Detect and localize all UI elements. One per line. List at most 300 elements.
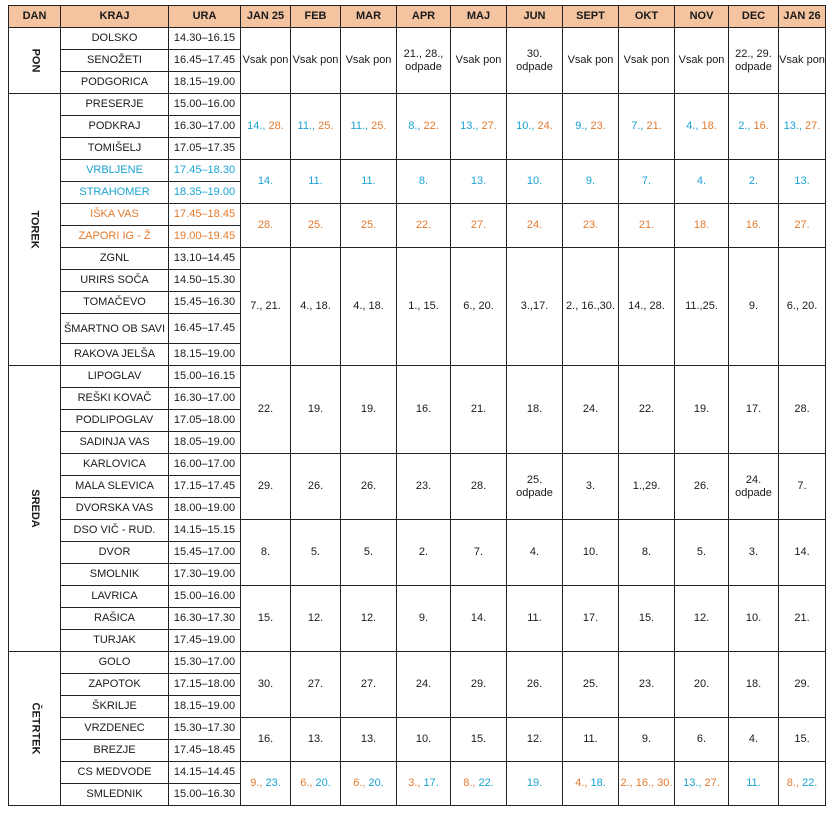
date-cell: [397, 454, 451, 520]
date-cell: [291, 248, 341, 366]
date-value: 7.: [641, 175, 652, 187]
date-value: Vsak pon: [678, 54, 725, 66]
date-value: 21., 28., odpade: [403, 47, 444, 73]
date-value: 15.: [638, 612, 655, 624]
time-cell: 15.45–16.30: [169, 292, 241, 314]
date-cell: [291, 94, 341, 160]
location-cell: SMLEDNIK: [61, 784, 169, 806]
date-cell: [729, 248, 779, 366]
date-cell: [241, 520, 291, 586]
date-value: 18.: [526, 403, 543, 415]
column-header: JAN 26: [779, 6, 826, 28]
date-cell: [397, 94, 451, 160]
date-cell: [241, 762, 291, 806]
date-value: Vsak pon: [455, 54, 502, 66]
date-value: 30. odpade: [516, 47, 553, 73]
date-cell: [451, 28, 507, 94]
date-cell: [563, 248, 619, 366]
day-label: TOREK: [29, 210, 41, 249]
column-header: DAN: [9, 6, 61, 28]
date-value: 27.: [307, 678, 324, 690]
location-cell: CS MEDVODE: [61, 762, 169, 784]
date-value: 9.,: [575, 120, 588, 132]
date-cell: [563, 652, 619, 718]
time-cell: 18.15–19.00: [169, 344, 241, 366]
date-cell: [507, 204, 563, 248]
date-cell: [779, 454, 826, 520]
date-cell: [451, 762, 507, 806]
time-cell: 17.45–18.45: [169, 204, 241, 226]
date-cell: [451, 204, 507, 248]
date-value: 18.: [698, 120, 717, 132]
date-value: 5.: [696, 546, 707, 558]
date-value: 20.: [312, 777, 331, 789]
date-cell: [397, 718, 451, 762]
date-value: 11.: [746, 777, 761, 789]
date-cell: [619, 28, 675, 94]
date-value: 11.: [308, 175, 323, 187]
table-row: [9, 762, 826, 784]
date-cell: [451, 94, 507, 160]
date-cell: [241, 204, 291, 248]
date-value: 11.,: [297, 120, 316, 132]
date-cell: [675, 366, 729, 454]
date-cell: [291, 586, 341, 652]
column-header: APR: [397, 6, 451, 28]
date-cell: [507, 718, 563, 762]
time-cell: 17.45–18.45: [169, 740, 241, 762]
date-value: 4.,: [575, 777, 588, 789]
time-cell: 17.15–18.00: [169, 674, 241, 696]
day-cell: [9, 94, 61, 366]
date-value: 24. odpade: [735, 473, 772, 499]
date-cell: [779, 160, 826, 204]
time-cell: 14.30–16.15: [169, 28, 241, 50]
date-value: 16.: [257, 733, 274, 745]
date-cell: [675, 204, 729, 248]
date-cell: [619, 586, 675, 652]
time-cell: 16.00–17.00: [169, 454, 241, 476]
table-row: [9, 28, 826, 50]
date-cell: [341, 520, 397, 586]
date-value: 11.: [361, 175, 376, 187]
date-value: 30.: [257, 678, 274, 690]
time-cell: 16.45–17.45: [169, 314, 241, 344]
column-header: URA: [169, 6, 241, 28]
location-cell: DVORSKA VAS: [61, 498, 169, 520]
date-cell: [729, 762, 779, 806]
date-value: 13.: [794, 175, 810, 187]
location-cell: PRESERJE: [61, 94, 169, 116]
date-value: 23.: [638, 678, 655, 690]
date-value: 1.,29.: [632, 480, 661, 492]
column-header: MAJ: [451, 6, 507, 28]
date-value: 29.: [794, 678, 810, 690]
location-cell: SADINJA VAS: [61, 432, 169, 454]
date-value: 25. odpade: [516, 473, 553, 499]
location-cell: SENOŽETI: [61, 50, 169, 72]
column-header: SEPT: [563, 6, 619, 28]
location-cell: LIPOGLAV: [61, 366, 169, 388]
date-value: 17.: [582, 612, 599, 624]
date-cell: [675, 520, 729, 586]
location-cell: ZGNL: [61, 248, 169, 270]
time-cell: 18.35–19.00: [169, 182, 241, 204]
time-cell: 18.00–19.00: [169, 498, 241, 520]
date-value: 3.,: [408, 777, 421, 789]
date-value: 19.: [360, 403, 377, 415]
date-value: 4., 18.: [300, 300, 331, 312]
date-value: 10.: [582, 546, 599, 558]
time-cell: 18.15–19.00: [169, 72, 241, 94]
date-cell: [729, 28, 779, 94]
time-cell: 17.05–17.35: [169, 138, 241, 160]
time-cell: 15.00–16.15: [169, 366, 241, 388]
date-cell: [451, 454, 507, 520]
location-cell: TURJAK: [61, 630, 169, 652]
day-label: ČETRTEK: [29, 702, 42, 755]
date-value: 12.: [360, 612, 377, 624]
date-cell: [507, 520, 563, 586]
date-value: 3.: [585, 480, 596, 492]
date-value: 1., 15.: [408, 300, 439, 312]
date-cell: [675, 94, 729, 160]
date-value: 10.: [745, 612, 762, 624]
date-value: 26.: [360, 480, 377, 492]
date-value: 12.: [526, 733, 543, 745]
date-value: 22.: [415, 219, 432, 231]
time-cell: 19.00–19.45: [169, 226, 241, 248]
date-value: 19.: [693, 403, 710, 415]
location-cell: DSO VIČ - RUD.: [61, 520, 169, 542]
date-cell: [451, 366, 507, 454]
date-value: 27.: [360, 678, 377, 690]
date-cell: [507, 160, 563, 204]
date-cell: [341, 94, 397, 160]
date-value: 9.: [418, 612, 429, 624]
date-cell: [341, 586, 397, 652]
date-value: 28.: [794, 403, 810, 415]
date-value: 13.,: [460, 120, 479, 132]
location-cell: PODKRAJ: [61, 116, 169, 138]
date-value: 15.: [257, 612, 274, 624]
date-value: 23.: [262, 777, 281, 789]
date-cell: [397, 652, 451, 718]
location-cell: TOMIŠELJ: [61, 138, 169, 160]
date-cell: [507, 652, 563, 718]
date-value: 11.,: [350, 120, 369, 132]
date-cell: [729, 520, 779, 586]
date-value: Vsak pon: [779, 54, 825, 66]
date-value: 28.: [470, 480, 487, 492]
location-cell: SMOLNIK: [61, 564, 169, 586]
location-cell: STRAHOMER: [61, 182, 169, 204]
date-value: 10.: [526, 175, 543, 187]
date-value: 18.: [587, 777, 606, 789]
date-value: 25.: [582, 678, 599, 690]
table-row: [9, 652, 826, 674]
date-cell: [729, 652, 779, 718]
date-value: 23.: [587, 120, 606, 132]
date-cell: [291, 454, 341, 520]
date-cell: [779, 204, 826, 248]
date-value: 18.: [693, 219, 710, 231]
date-value: 14.: [794, 546, 810, 558]
date-cell: [397, 762, 451, 806]
date-value: 16.: [745, 219, 762, 231]
date-value: 15.: [470, 733, 487, 745]
time-cell: 18.15–19.00: [169, 696, 241, 718]
date-value: 27.: [794, 219, 810, 231]
date-cell: [619, 94, 675, 160]
date-value: 3.: [748, 546, 759, 558]
location-cell: RAŠICA: [61, 608, 169, 630]
date-value: 23.: [582, 219, 599, 231]
day-cell: [9, 366, 61, 652]
date-cell: [779, 248, 826, 366]
date-cell: [729, 454, 779, 520]
date-value: 6., 20.: [463, 300, 494, 312]
date-cell: [241, 586, 291, 652]
date-value: Vsak pon: [623, 54, 670, 66]
date-cell: [291, 718, 341, 762]
date-value: 25.: [368, 120, 387, 132]
date-cell: [563, 718, 619, 762]
date-value: 16.: [415, 403, 432, 415]
date-value: 2.: [418, 546, 429, 558]
time-cell: 15.00–16.00: [169, 94, 241, 116]
date-value: 23.: [415, 480, 432, 492]
date-value: 4.: [696, 175, 707, 187]
date-cell: [563, 28, 619, 94]
date-value: 24.: [534, 120, 553, 132]
date-cell: [241, 366, 291, 454]
date-value: 26.: [307, 480, 324, 492]
location-cell: ŠMARTNO OB SAVI: [61, 314, 169, 344]
location-cell: MALA SLEVICA: [61, 476, 169, 498]
date-cell: [563, 454, 619, 520]
date-value: 13.: [470, 175, 487, 187]
date-cell: [291, 160, 341, 204]
date-cell: [729, 718, 779, 762]
date-cell: [563, 204, 619, 248]
date-cell: [397, 366, 451, 454]
date-cell: [729, 160, 779, 204]
column-header: JUN: [507, 6, 563, 28]
date-value: 5.: [363, 546, 374, 558]
day-cell: [9, 652, 61, 806]
date-value: 25.: [315, 120, 334, 132]
date-cell: [779, 520, 826, 586]
table-row: [9, 520, 826, 542]
date-cell: [451, 248, 507, 366]
day-cell: [9, 28, 61, 94]
date-value: 14.: [257, 175, 274, 187]
location-cell: DOLSKO: [61, 28, 169, 50]
date-cell: [729, 366, 779, 454]
location-cell: IŠKA VAS: [61, 204, 169, 226]
time-cell: 15.45–17.00: [169, 542, 241, 564]
date-cell: [779, 652, 826, 718]
date-value: 17.: [420, 777, 439, 789]
date-value: 21.: [638, 219, 655, 231]
column-header: KRAJ: [61, 6, 169, 28]
date-cell: [563, 160, 619, 204]
date-value: 25.: [360, 219, 377, 231]
time-cell: 17.45–19.00: [169, 630, 241, 652]
date-cell: [507, 366, 563, 454]
time-cell: 14.15–14.45: [169, 762, 241, 784]
date-cell: [241, 94, 291, 160]
date-value: 19.: [307, 403, 324, 415]
date-value: 9.: [748, 300, 759, 312]
date-cell: [341, 204, 397, 248]
date-value: 8.: [418, 175, 429, 187]
date-cell: [619, 204, 675, 248]
table-row: [9, 366, 826, 388]
date-cell: [241, 160, 291, 204]
date-value: 7.,: [631, 120, 644, 132]
date-cell: [619, 652, 675, 718]
date-cell: [563, 762, 619, 806]
table-row: [9, 160, 826, 182]
date-value: 27.: [802, 120, 821, 132]
date-cell: [675, 248, 729, 366]
table-row: [9, 718, 826, 740]
date-value: 14.,: [247, 120, 266, 132]
date-cell: [507, 454, 563, 520]
date-cell: [341, 762, 397, 806]
date-value: 14., 28.: [628, 300, 665, 312]
date-cell: [341, 718, 397, 762]
date-value: 6.: [696, 733, 707, 745]
date-value: 14.: [470, 612, 487, 624]
date-value: 17.: [745, 403, 762, 415]
time-cell: 16.30–17.00: [169, 116, 241, 138]
time-cell: 16.30–17.00: [169, 388, 241, 410]
location-cell: ZAPORI IG - Ž: [61, 226, 169, 248]
date-cell: [675, 586, 729, 652]
date-cell: [341, 248, 397, 366]
date-value: 22.: [420, 120, 439, 132]
location-cell: KARLOVICA: [61, 454, 169, 476]
location-cell: RAKOVA JELŠA: [61, 344, 169, 366]
location-cell: GOLO: [61, 652, 169, 674]
time-cell: 17.45–18.30: [169, 160, 241, 182]
time-cell: 17.15–17.45: [169, 476, 241, 498]
date-value: 22., 29. odpade: [735, 47, 772, 73]
date-value: 21.: [470, 403, 487, 415]
date-value: 20.: [693, 678, 710, 690]
date-cell: [397, 248, 451, 366]
time-cell: 16.30–17.30: [169, 608, 241, 630]
schedule-body: [9, 28, 826, 806]
date-value: 24.: [582, 403, 599, 415]
date-value: 3.,17.: [520, 300, 549, 312]
date-cell: [619, 366, 675, 454]
date-cell: [507, 762, 563, 806]
day-label: SREDA: [28, 489, 41, 528]
date-value: 4.,: [686, 120, 699, 132]
date-cell: [675, 454, 729, 520]
date-value: 22.: [798, 777, 818, 789]
date-cell: [779, 762, 826, 806]
time-cell: 15.30–17.00: [169, 652, 241, 674]
date-cell: [451, 652, 507, 718]
date-cell: [291, 366, 341, 454]
time-cell: 15.00–16.00: [169, 586, 241, 608]
date-cell: [451, 586, 507, 652]
column-header: MAR: [341, 6, 397, 28]
column-header: FEB: [291, 6, 341, 28]
date-value: 11.,25.: [685, 300, 718, 312]
date-cell: [241, 248, 291, 366]
date-value: 24.: [415, 678, 432, 690]
date-value: 6., 20.: [786, 300, 818, 312]
date-cell: [451, 520, 507, 586]
time-cell: 18.05–19.00: [169, 432, 241, 454]
date-value: 7.: [797, 480, 807, 492]
date-value: 8.: [641, 546, 652, 558]
date-cell: [619, 520, 675, 586]
date-value: 21.: [794, 612, 810, 624]
date-value: 28.: [257, 219, 274, 231]
date-cell: [397, 160, 451, 204]
date-value: 20.: [365, 777, 384, 789]
time-cell: 16.45–17.45: [169, 50, 241, 72]
date-value: 11.: [527, 612, 542, 624]
date-cell: [451, 160, 507, 204]
location-cell: URIRS SOČA: [61, 270, 169, 292]
table-row: [9, 204, 826, 226]
date-value: 10.: [415, 733, 432, 745]
date-cell: [779, 718, 826, 762]
date-cell: [507, 586, 563, 652]
date-value: 9.: [585, 175, 596, 187]
date-value: 12.: [693, 612, 710, 624]
date-value: 8.: [260, 546, 271, 558]
date-cell: [779, 94, 826, 160]
date-value: 27.: [701, 777, 720, 789]
date-cell: [507, 248, 563, 366]
location-cell: PODLIPOGLAV: [61, 410, 169, 432]
location-cell: VRBLJENE: [61, 160, 169, 182]
location-cell: ZAPOTOK: [61, 674, 169, 696]
date-value: 6.,: [353, 777, 366, 789]
date-cell: [291, 762, 341, 806]
date-cell: [397, 204, 451, 248]
date-value: 28.: [265, 120, 284, 132]
date-value: 15.: [794, 733, 810, 745]
column-header: OKT: [619, 6, 675, 28]
date-cell: [729, 94, 779, 160]
date-cell: [619, 160, 675, 204]
date-value: 27.: [478, 120, 497, 132]
location-cell: PODGORICA: [61, 72, 169, 94]
schedule-table: [8, 5, 826, 806]
date-value: 13.: [360, 733, 377, 745]
date-cell: [619, 718, 675, 762]
date-cell: [729, 204, 779, 248]
header-row: [9, 6, 826, 28]
date-value: Vsak pon: [242, 54, 289, 66]
date-cell: [241, 652, 291, 718]
date-value: 5.: [310, 546, 321, 558]
date-cell: [563, 586, 619, 652]
date-value: 22.: [257, 403, 274, 415]
date-value: 8.,: [463, 777, 476, 789]
location-cell: LAVRICA: [61, 586, 169, 608]
